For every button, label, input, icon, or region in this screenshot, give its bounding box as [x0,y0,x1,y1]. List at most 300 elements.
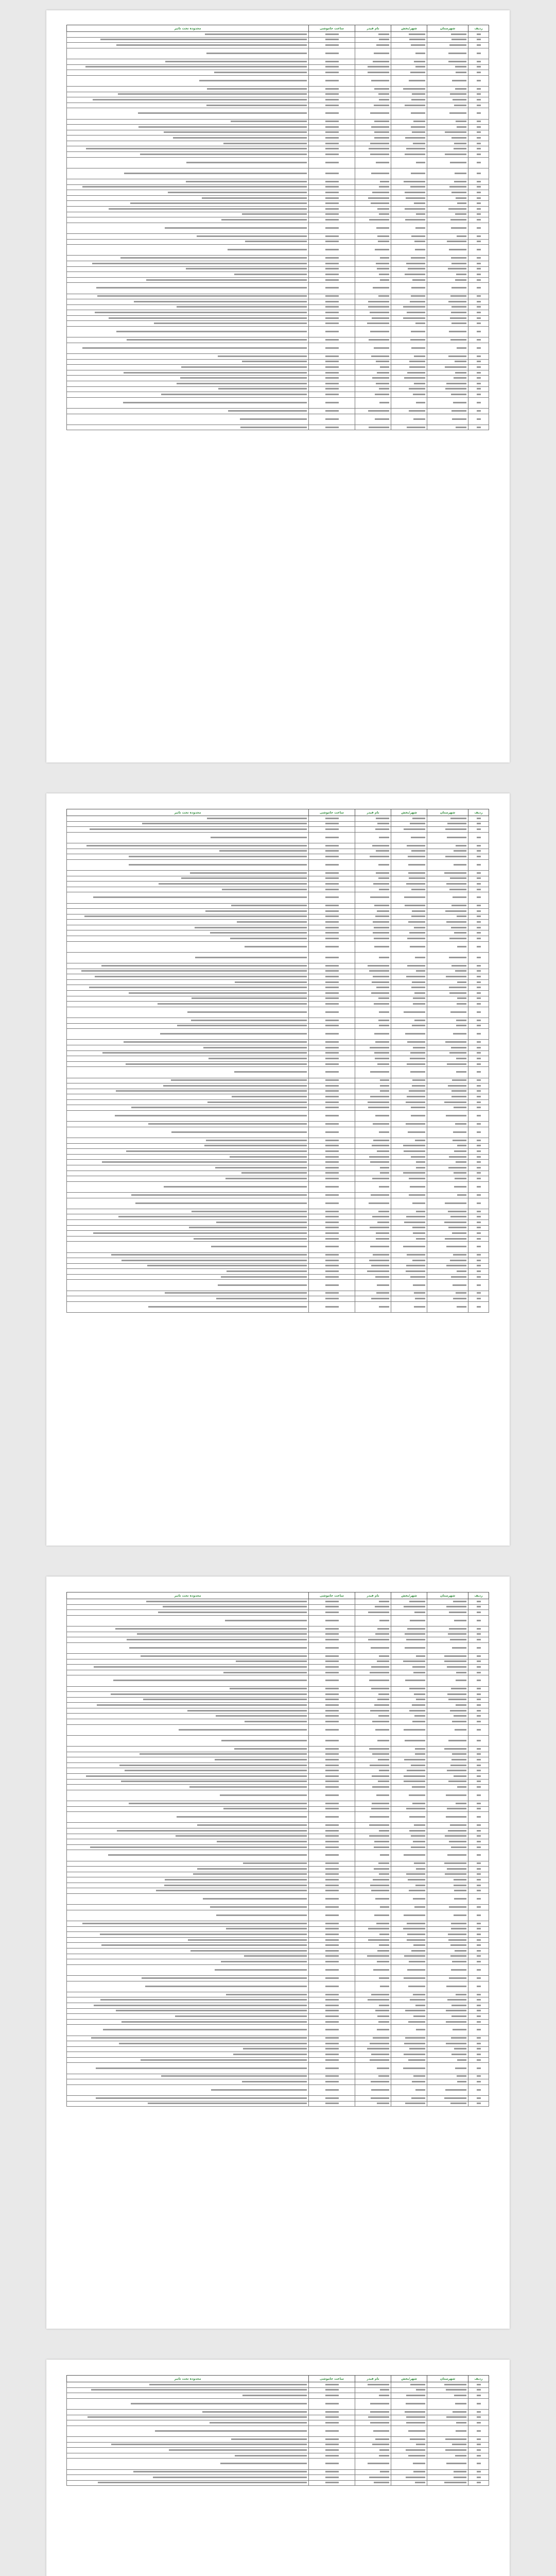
cell-affected-area [67,266,309,272]
illegible-text [407,1628,425,1630]
cell-row-number [468,1790,489,1801]
illegible-text [447,1666,466,1668]
cell-feeder-name [355,245,391,256]
illegible-text [325,1079,339,1081]
illegible-text [325,823,339,824]
illegible-text [158,1612,307,1613]
cell-county [427,2101,468,2107]
illegible-text [456,1058,466,1059]
illegible-text [411,987,425,988]
cell-county [427,1078,468,1083]
illegible-text [236,1660,307,1662]
cell-feeder-name [355,1675,391,1686]
cell-row-number [468,1926,489,1932]
cell-affected-area [67,1181,309,1192]
table-row [67,1692,489,1698]
illegible-text [230,1688,307,1689]
cell-affected-area [67,1154,309,1160]
cell-town [391,1943,427,1948]
illegible-text [240,427,307,428]
illegible-text [374,105,389,106]
cell-outage-time [309,2101,355,2107]
cell-affected-area [67,233,309,239]
cell-town [391,1888,427,1894]
cell-feeder-name [355,930,391,936]
illegible-text [325,1156,339,1158]
table-row [67,239,489,245]
illegible-text [453,1284,466,1286]
cell-town [391,1653,427,1659]
illegible-text [446,2416,466,2418]
illegible-text [325,2089,339,2091]
illegible-text [325,227,339,229]
cell-affected-area [67,59,309,64]
cell-town [391,2453,427,2459]
illegible-text [85,66,307,67]
cell-feeder-name [355,1894,391,1905]
cell-county [427,985,468,991]
cell-affected-area [67,952,309,963]
illegible-text [120,257,307,259]
illegible-text [453,1601,466,1602]
table-row [67,283,489,294]
cell-outage-time [309,376,355,381]
illegible-text [84,916,307,917]
illegible-text [477,1868,481,1870]
illegible-text [477,1107,481,1108]
cell-outage-time [309,97,355,103]
illegible-text [414,927,425,928]
cell-outage-time [309,195,355,201]
cell-town [391,1181,427,1192]
illegible-text [477,1003,481,1005]
cell-outage-time [309,996,355,1002]
cell-outage-time [309,48,355,59]
table-row [67,1637,489,1643]
illegible-text [116,2010,307,2011]
cell-affected-area [67,1779,309,1785]
illegible-text [455,2455,466,2456]
cell-row-number [468,996,489,1002]
cell-county [427,1127,468,1138]
cell-town [391,1154,427,1160]
table-row [67,103,489,108]
illegible-text [405,1647,425,1649]
cell-outage-time [309,1599,355,1605]
cell-affected-area [67,1888,309,1894]
illegible-text [411,1156,425,1158]
cell-feeder-name [355,1910,391,1921]
illegible-text [373,61,389,62]
illegible-text [368,66,389,67]
illegible-text [477,1123,481,1125]
cell-affected-area [67,925,309,930]
illegible-text [477,938,481,939]
table-row [67,2398,489,2409]
illegible-text [477,2048,481,2049]
cell-feeder-name [355,1659,391,1665]
table-row [67,941,489,952]
illegible-text [449,889,466,890]
cell-town [391,909,427,914]
cell-feeder-name [355,925,391,930]
illegible-text [325,1025,339,1026]
cell-row-number [468,1160,489,1165]
illegible-text [325,2054,339,2055]
illegible-text [325,1835,339,1837]
cell-outage-time [309,1714,355,1719]
cell-row-number [468,1806,489,1812]
illegible-text [477,946,481,947]
table-row [67,59,489,64]
cell-outage-time [309,941,355,952]
illegible-text [453,1254,466,1256]
illegible-text [232,1096,307,1097]
cell-feeder-name [355,59,391,64]
table-row [67,277,489,283]
illegible-text [226,1928,307,1929]
illegible-text [108,1854,307,1856]
illegible-text [477,1986,481,1987]
table-row [67,75,489,86]
cell-feeder-name [355,146,391,152]
cell-feeder-name [355,217,391,223]
illegible-text [415,323,425,324]
cell-town [391,2074,427,2079]
illegible-text [325,992,339,994]
illegible-text [218,388,307,389]
cell-outage-time [309,854,355,860]
cell-county [427,914,468,920]
illegible-text [409,1710,425,1711]
cell-outage-time [309,283,355,294]
illegible-text [448,1227,466,1228]
cell-row-number [468,1154,489,1160]
cell-county [427,97,468,103]
cell-county [427,1604,468,1610]
illegible-text [454,1186,466,1188]
illegible-text [325,361,339,362]
illegible-text [477,1890,481,1891]
table-row [67,1806,489,1812]
illegible-text [325,213,339,215]
illegible-text [477,1721,481,1722]
illegible-text [412,93,425,95]
illegible-text [449,112,466,114]
illegible-text [411,347,425,349]
illegible-text [477,249,481,250]
cell-county [427,1954,468,1959]
illegible-text [372,1178,389,1179]
illegible-text [448,1740,466,1741]
illegible-text [449,249,466,250]
illegible-text [325,93,339,95]
cell-row-number [468,272,489,278]
cell-town [391,1861,427,1867]
table-row [67,859,489,870]
illegible-text [477,1211,481,1212]
illegible-text [477,1969,481,1971]
illegible-text [477,105,481,106]
illegible-text [325,1704,339,1706]
illegible-text [405,2103,425,2104]
cell-county [427,832,468,843]
illegible-text [325,1003,339,1005]
cell-affected-area [67,1719,309,1725]
cell-row-number [468,1274,489,1280]
cell-outage-time [309,1867,355,1872]
cell-feeder-name [355,2415,391,2420]
illegible-text [325,121,339,122]
table-row [67,1078,489,1083]
illegible-text [325,1628,339,1630]
cell-town [391,1812,427,1823]
illegible-text [449,992,466,994]
cell-county [427,1997,468,2003]
column-header: محدوده تحت تاثیر [67,25,309,32]
cell-feeder-name [355,974,391,980]
illegible-text [325,1186,339,1188]
illegible-text [146,279,307,281]
illegible-text [404,377,425,379]
cell-town [391,1604,427,1610]
illegible-text [325,1879,339,1880]
cell-town [391,1959,427,1965]
table-row [67,985,489,991]
illegible-text [325,2037,339,2039]
illegible-text [404,1759,425,1760]
illegible-text [177,306,307,308]
cell-town [391,843,427,849]
cell-feeder-name [355,963,391,969]
cell-town [391,1018,427,1023]
illegible-text [325,148,339,149]
column-header: ردیف [468,809,489,816]
cell-county [427,1274,468,1280]
cell-outage-time [309,414,355,425]
cell-town [391,370,427,376]
cell-town [391,930,427,936]
cell-affected-area [67,2063,309,2074]
cell-outage-time [309,1642,355,1653]
cell-row-number [468,963,489,969]
cell-outage-time [309,1894,355,1905]
illegible-text [477,1270,481,1272]
illegible-text [377,1660,389,1662]
cell-affected-area [67,2442,309,2448]
cell-affected-area [67,1632,309,1637]
cell-affected-area [67,392,309,398]
illegible-text [325,1890,339,1891]
column-header: نام فیدر [355,2376,391,2382]
illegible-text [376,1238,389,1240]
illegible-text [477,1606,481,1607]
cell-town [391,1714,427,1719]
cell-feeder-name [355,1018,391,1023]
cell-affected-area [67,1192,309,1198]
cell-town [391,294,427,299]
cell-affected-area [67,1094,309,1100]
cell-town [391,2003,427,2008]
cell-feeder-name [355,299,391,305]
cell-affected-area [67,920,309,925]
cell-outage-time [309,1198,355,1209]
illegible-text [203,1898,307,1900]
cell-row-number [468,1165,489,1171]
cell-town [391,1844,427,1850]
illegible-text [477,372,481,374]
illegible-text [98,2482,307,2483]
illegible-text [416,402,425,403]
cell-affected-area [67,2036,309,2041]
cell-row-number [468,2008,489,2014]
cell-town [391,125,427,130]
cell-town [391,1834,427,1839]
illegible-text [413,1232,425,1234]
illegible-text [456,1025,466,1026]
illegible-text [451,192,466,193]
cell-feeder-name [355,1834,391,1839]
cell-county [427,1943,468,1948]
cell-county [427,1872,468,1877]
cell-affected-area [67,1877,309,1883]
illegible-text [451,227,466,229]
cell-town [391,1160,427,1165]
table-row [67,1214,489,1220]
cell-outage-time [309,381,355,387]
cell-outage-time [309,425,355,430]
column-header: شهر/بخش [391,2376,427,2382]
cell-outage-time [309,1975,355,1981]
illegible-text [325,1753,339,1755]
illegible-text [477,1238,481,1240]
illegible-text [477,61,481,62]
table-row [67,1872,489,1877]
cell-row-number [468,2003,489,2008]
table-row [67,1888,489,1894]
cell-feeder-name [355,1790,391,1801]
illegible-text [325,1194,339,1196]
cell-outage-time [309,304,355,310]
cell-town [391,2063,427,2074]
table-row [67,1599,489,1605]
cell-town [391,1192,427,1198]
cell-affected-area [67,2382,309,2388]
cell-affected-area [67,365,309,370]
cell-county [427,354,468,360]
illegible-text [325,987,339,988]
cell-feeder-name [355,2426,391,2436]
cell-row-number [468,1975,489,1981]
illegible-text [121,2021,307,2023]
illegible-text [457,997,466,999]
illegible-text [168,192,307,193]
cell-county [427,2014,468,2020]
illegible-text [325,2395,339,2396]
illegible-text [450,317,466,319]
illegible-text [403,306,425,308]
illegible-text [405,105,425,106]
cell-feeder-name [355,2436,391,2442]
column-header: ساعت خاموشی [309,25,355,32]
table-row [67,2448,489,2453]
illegible-text [409,1178,425,1179]
illegible-text [447,1693,466,1695]
table-row [67,1932,489,1938]
illegible-text [216,1222,307,1223]
cell-town [391,892,427,903]
illegible-text [379,1186,389,1188]
illegible-text [477,388,481,389]
cell-row-number [468,1670,489,1675]
illegible-text [407,1969,425,1971]
illegible-text [412,1803,425,1804]
illegible-text [451,1090,466,1092]
illegible-text [325,2471,339,2472]
illegible-text [325,402,339,403]
cell-county [427,392,468,398]
illegible-text [449,1612,466,1613]
cell-row-number [468,1149,489,1155]
illegible-text [448,1939,466,1941]
cell-outage-time [309,1219,355,1225]
cell-town [391,1111,427,1122]
cell-affected-area [67,1948,309,1954]
cell-county [427,2041,468,2047]
illegible-text [413,1284,425,1286]
column-header: نام فیدر [355,25,391,32]
cell-town [391,190,427,196]
illegible-text [159,883,307,885]
illegible-text [451,2054,466,2055]
illegible-text [477,1923,481,1924]
cell-county [427,1877,468,1883]
cell-county [427,272,468,278]
table-row [67,1801,489,1806]
cell-outage-time [309,887,355,892]
illegible-text [325,1167,339,1168]
cell-row-number [468,1040,489,1045]
illegible-text [456,1020,466,1021]
table-row [67,1779,489,1785]
cell-affected-area [67,337,309,343]
cell-feeder-name [355,1604,391,1610]
cell-feeder-name [355,1948,391,1954]
illegible-text [415,2089,425,2091]
cell-row-number [468,1719,489,1725]
illegible-text [211,1246,307,1247]
table-row [67,2387,489,2393]
cell-feeder-name [355,1160,391,1165]
cell-outage-time [309,2084,355,2095]
cell-town [391,1757,427,1763]
illegible-text [325,1284,339,1286]
illegible-text [404,896,425,898]
illegible-text [412,1202,425,1204]
table-row [67,1774,489,1780]
illegible-text [378,295,389,297]
illegible-text [416,1655,425,1657]
cell-town [391,1242,427,1252]
cell-feeder-name [355,1708,391,1714]
illegible-text [477,137,481,139]
cell-outage-time [309,1992,355,1997]
cell-town [391,2008,427,2014]
illegible-text [372,1721,389,1722]
cell-outage-time [309,1099,355,1105]
cell-county [427,256,468,261]
illegible-text [164,1186,307,1188]
